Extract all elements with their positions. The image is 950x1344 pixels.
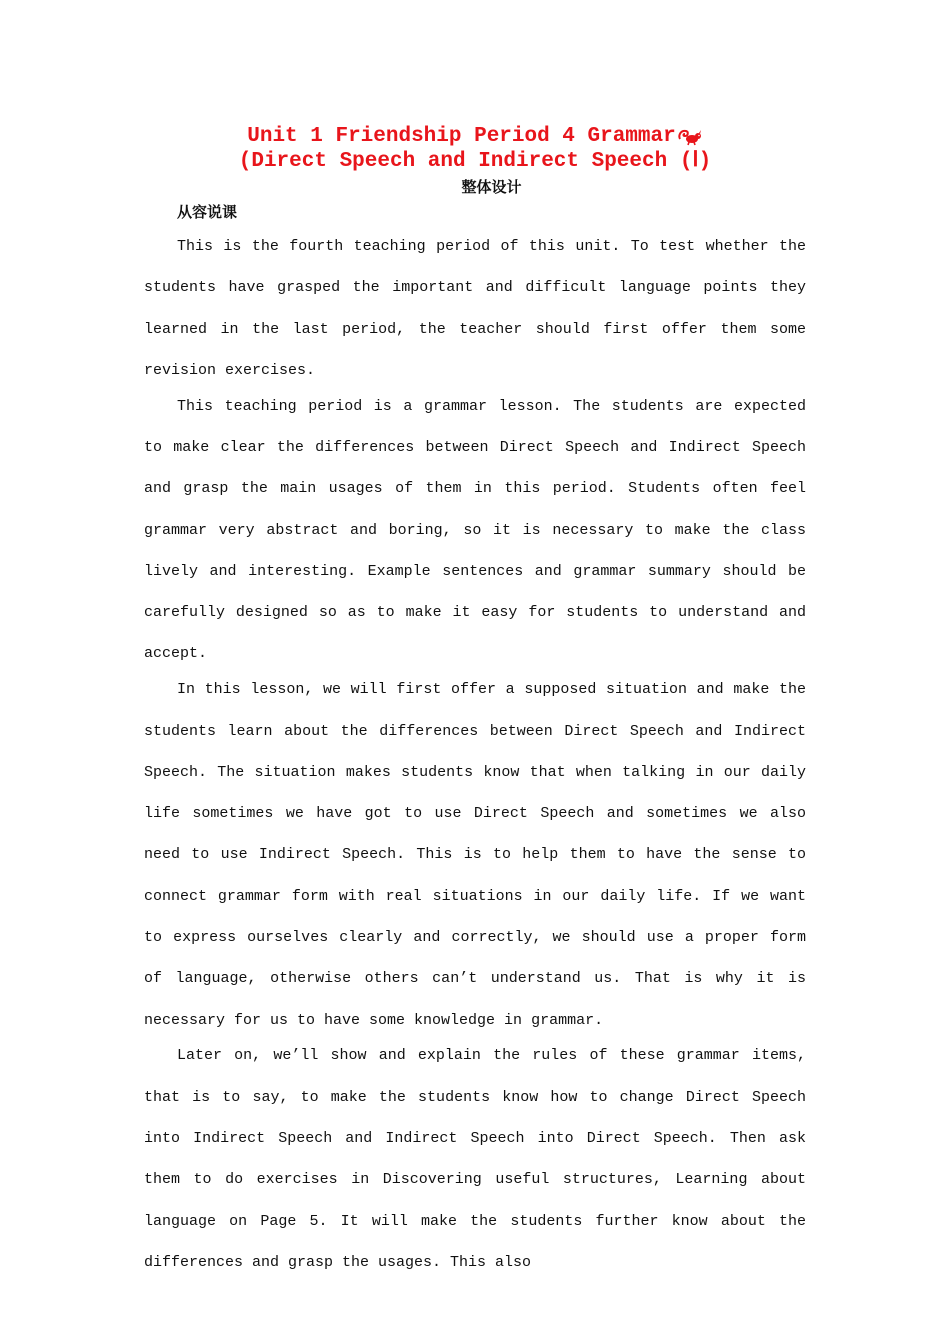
title-line-1 — [0, 124, 950, 150]
paragraph-4: Later on, we’ll show and explain the rules of these grammar items, that is to say, to make the students know how to change Direct Speech into Indirect Speech and Indirect Speech into Direct Speech. Then ask them to do exercises in Discovering useful structures, Learning about language on Page 5. It will make the students further know about the differences and grasp the usages. This also — [144, 1047, 806, 1271]
subtitle: 整体设计 — [461, 178, 522, 196]
section-heading: 从容说课 — [177, 203, 238, 221]
title-text-1: Unit 1 Friendship Period 4 Grammar — [247, 125, 676, 148]
body-text — [144, 226, 806, 1283]
paragraph-2: This teaching period is a grammar lesson. The students are expected to make clear the differences between Direct Speech and Indirect Speech and grasp the main usages of them in this period. Students often feel grammar very abstract and boring, so it is necessary to make the class lively and interesting. Example sentences and grammar summary should be carefully designed so as to make it easy for students to understand and accept. — [144, 397, 806, 663]
squirrel-icon — [677, 127, 703, 147]
paragraph-3: In this lesson, we will first offer a supposed situation and make the students learn about the differences between Direct Speech and Indirect Speech. The situation makes students know that when talking in our daily life sometimes we have got to use Direct Speech and sometimes we also need to use Indirect Speech. This is to help them to have the sense to connect grammar form with real situations in our daily life. If we want to express ourselves clearly and correctly, we should use a proper form of language, otherwise others can’t understand us. That is why it is necessary for us to have some knowledge in grammar. — [144, 681, 806, 1029]
title-line-1-wrap — [247, 124, 702, 150]
title-line-2: (Direct Speech and Indirect Speech (Ⅰ) — [238, 150, 712, 173]
paragraph-1: This is the fourth teaching period of this unit. To test whether the students have grasped the important and difficult language points they learned in the last period, the teacher should first offer them some revision exercises. — [144, 238, 806, 379]
